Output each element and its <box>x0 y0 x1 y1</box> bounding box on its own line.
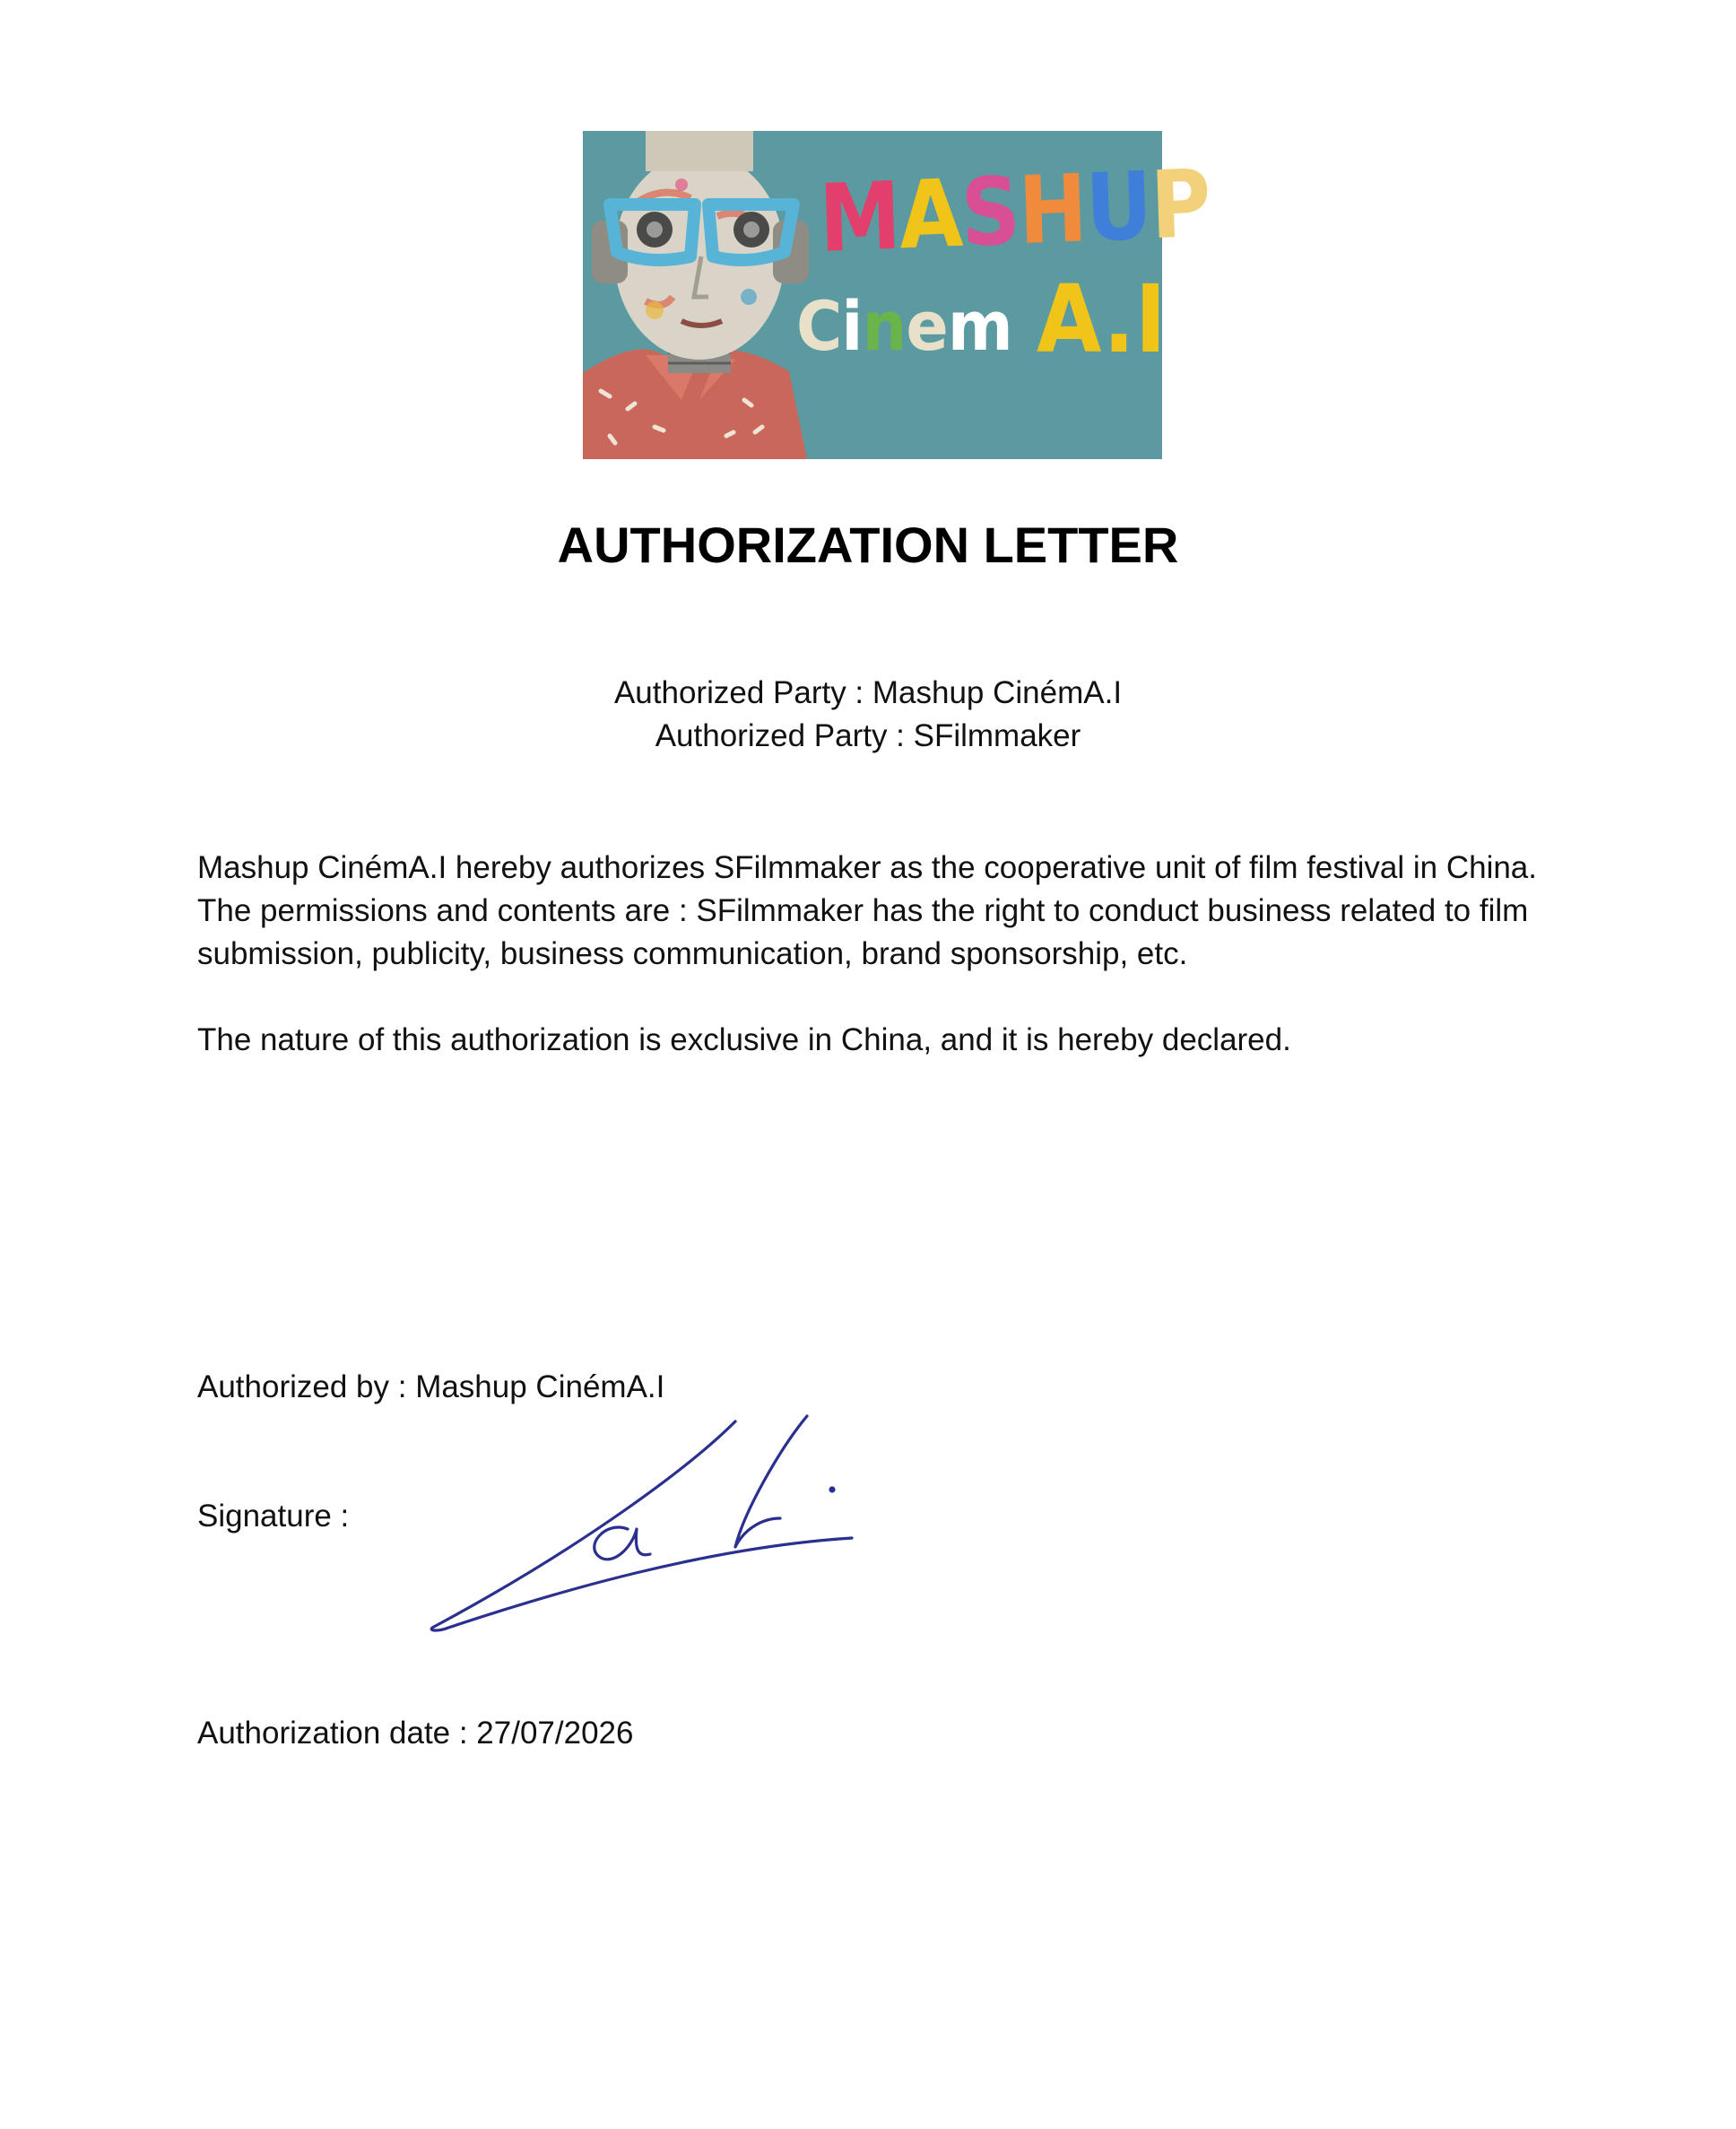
mashup-cinema-logo <box>583 131 1211 459</box>
logo-word-cinema: Cinem <box>796 286 1012 366</box>
authorized-party-line: Authorized Party : Mashup CinémA.I <box>613 675 1123 710</box>
body-paragraph: The nature of this authorization is exclusive in China, and it is hereby declared. <box>197 1022 1291 1057</box>
logo-word-ai: A.I <box>1037 265 1167 374</box>
logo-word-mashup: MASHUP <box>817 148 1211 274</box>
body-paragraph: Mashup CinémA.I hereby authorizes SFilmmaker as the cooperative unit of film festival in China. The permissions and contents are : SFilmmaker has the right to conduct business related to film submission, publicity, business communication, brand sponsorship, etc. <box>197 850 1537 971</box>
authorized-party-line: Authorized Party : SFilmmaker <box>655 718 1081 753</box>
signature-label: Signature : <box>197 1499 350 1534</box>
handwritten-signature <box>421 1412 870 1646</box>
page-title: AUTHORIZATION LETTER <box>557 517 1179 573</box>
authorized-by-line: Authorized by : Mashup CinémA.I <box>197 1369 665 1404</box>
authorization-date-line: Authorization date : 27/07/2026 <box>197 1716 634 1751</box>
